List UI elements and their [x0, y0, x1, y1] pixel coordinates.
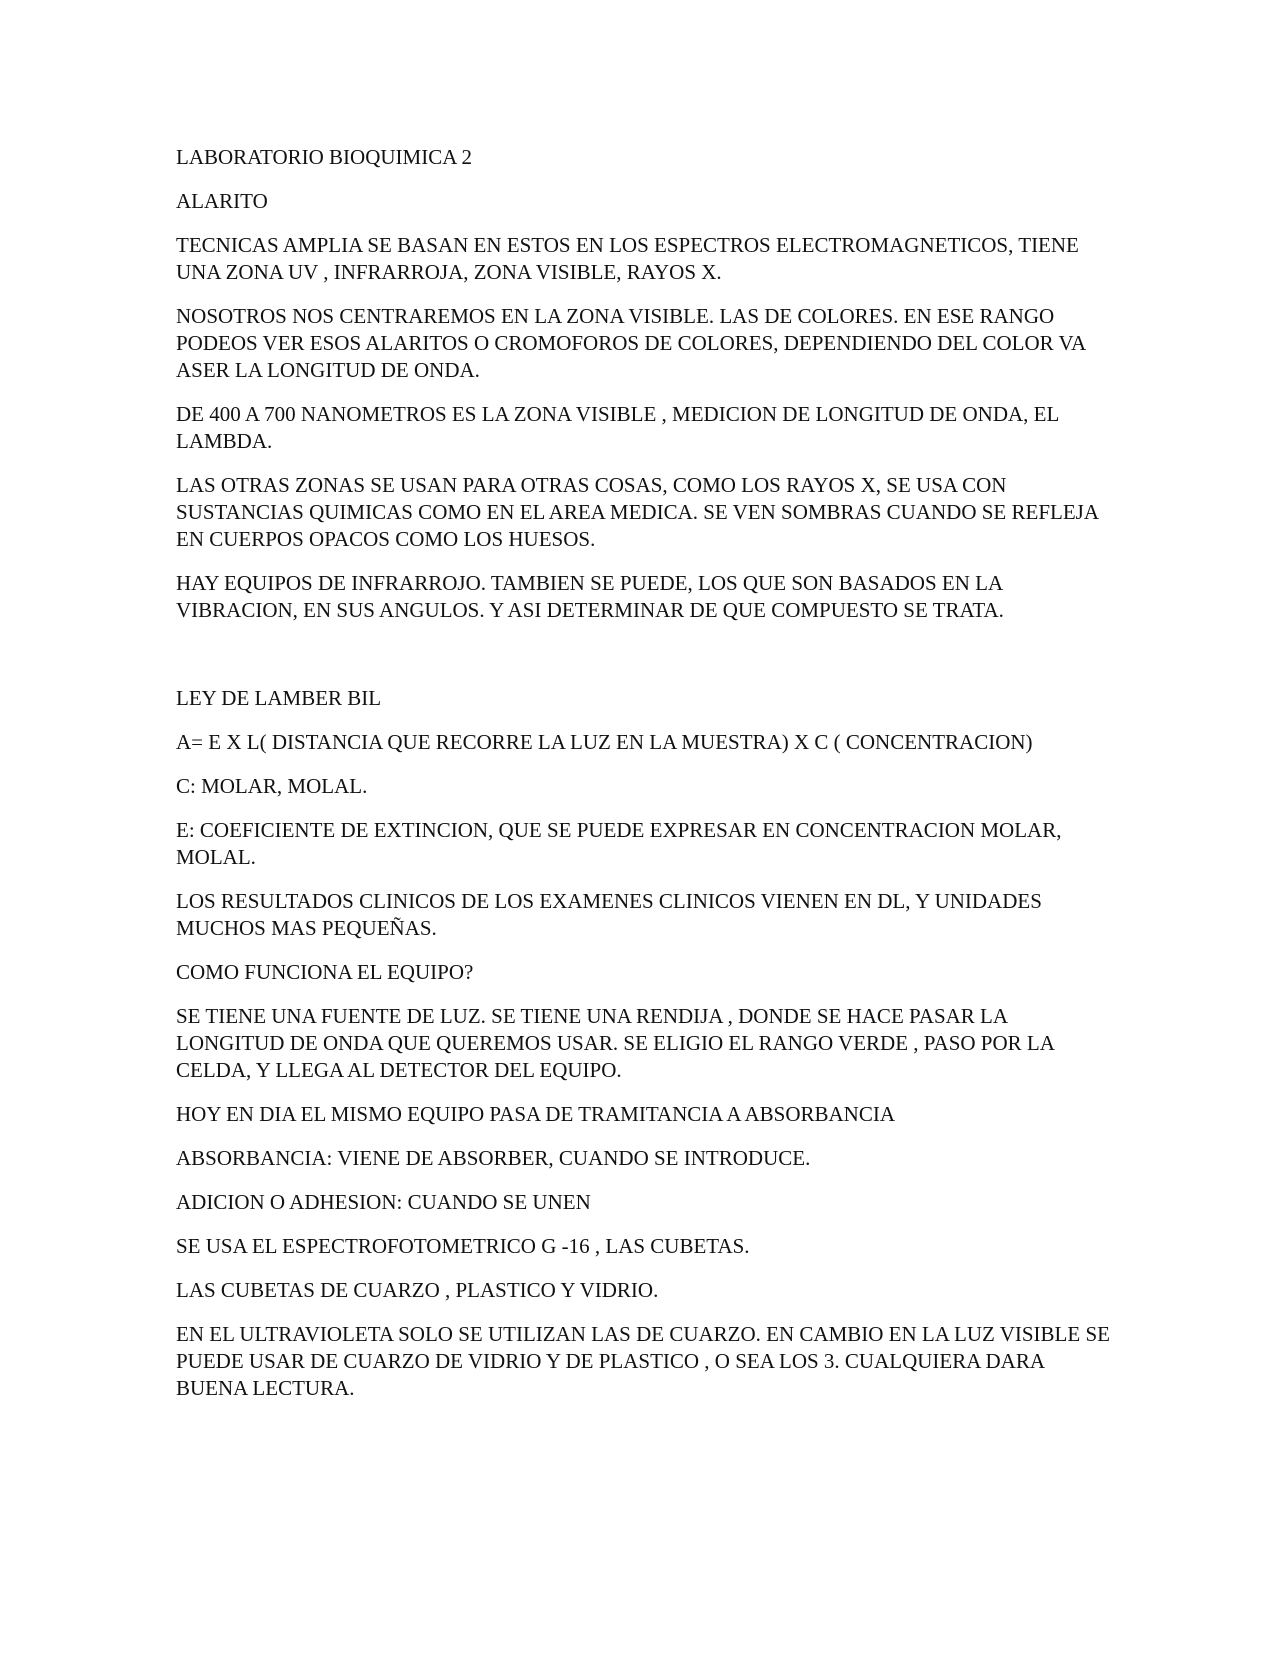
paragraph-otras-zonas: LAS OTRAS ZONAS SE USAN PARA OTRAS COSAS, COMO LOS RAYOS X, SE USA CON SUSTANCIAS QUIMICAS COMO EN EL AREA MEDICA. SE VEN SOMBRAS CUANDO SE REFLEJA EN CUERPOS OPACOS COMO LOS HUESOS.: [176, 473, 1098, 551]
paragraph-como-funciona: COMO FUNCIONA EL EQUIPO?: [176, 960, 474, 984]
blank-line: [176, 641, 1116, 668]
paragraph-cubetas: LAS CUBETAS DE CUARZO , PLASTICO Y VIDRIO.: [176, 1278, 659, 1302]
paragraph-alarito: ALARITO: [176, 189, 268, 213]
paragraph-ultravioleta: EN EL ULTRAVIOLETA SOLO SE UTILIZAN LAS DE CUARZO. EN CAMBIO EN LA LUZ VISIBLE SE PUEDE USAR DE CUARZO DE VIDRIO Y DE PLASTICO , O SEA LOS 3. CUALQUIERA DARA BUENA LECTURA.: [176, 1322, 1110, 1400]
paragraph-hoy-en-dia: HOY EN DIA EL MISMO EQUIPO PASA DE TRAMITANCIA A ABSORBANCIA: [176, 1102, 896, 1126]
paragraph-zona-visible: NOSOTROS NOS CENTRAREMOS EN LA ZONA VISIBLE. LAS DE COLORES. EN ESE RANGO PODEOS VER ESOS ALARITOS O CROMOFOROS DE COLORES, DEPENDIENDO DEL COLOR VA ASER LA LONGITUD DE ONDA.: [176, 304, 1085, 382]
paragraph-formula: A= E X L( DISTANCIA QUE RECORRE LA LUZ EN LA MUESTRA) X C ( CONCENTRACION): [176, 730, 1033, 754]
paragraph-infrarrojo: HAY EQUIPOS DE INFRARROJO. TAMBIEN SE PUEDE, LOS QUE SON BASADOS EN LA VIBRACION, EN SUS ANGULOS. Y ASI DETERMINAR DE QUE COMPUESTO SE TRATA.: [176, 571, 1004, 622]
paragraph-e-definition: E: COEFICIENTE DE EXTINCION, QUE SE PUEDE EXPRESAR EN CONCENTRACION MOLAR, MOLAL.: [176, 818, 1062, 869]
document-title: LABORATORIO BIOQUIMICA 2: [176, 145, 472, 169]
paragraph-nanometros: DE 400 A 700 NANOMETROS ES LA ZONA VISIBLE , MEDICION DE LONGITUD DE ONDA, EL LAMBDA.: [176, 402, 1059, 453]
section-heading-ley: LEY DE LAMBER BIL: [176, 686, 382, 710]
paragraph-resultados: LOS RESULTADOS CLINICOS DE LOS EXAMENES CLINICOS VIENEN EN DL, Y UNIDADES MUCHOS MAS PEQUEÑAS.: [176, 889, 1042, 940]
paragraph-fuente-luz: SE TIENE UNA FUENTE DE LUZ. SE TIENE UNA RENDIJA , DONDE SE HACE PASAR LA LONGITUD DE ONDA QUE QUEREMOS USAR. SE ELIGIO EL RANGO VERDE , PASO POR LA CELDA, Y LLEGA AL DETECTOR DEL EQUIPO.: [176, 1004, 1054, 1082]
paragraph-espectrofotometro: SE USA EL ESPECTROFOTOMETRICO G -16 , LAS CUBETAS.: [176, 1234, 750, 1258]
document-body: [176, 144, 1116, 1419]
paragraph-tecnicas: TECNICAS AMPLIA SE BASAN EN ESTOS EN LOS ESPECTROS ELECTROMAGNETICOS, TIENE UNA ZONA UV , INFRARROJA, ZONA VISIBLE, RAYOS X.: [176, 233, 1079, 284]
paragraph-absorbancia: ABSORBANCIA: VIENE DE ABSORBER, CUANDO SE INTRODUCE.: [176, 1146, 811, 1170]
paragraph-c-definition: C: MOLAR, MOLAL.: [176, 774, 368, 798]
paragraph-adicion: ADICION O ADHESION: CUANDO SE UNEN: [176, 1190, 591, 1214]
